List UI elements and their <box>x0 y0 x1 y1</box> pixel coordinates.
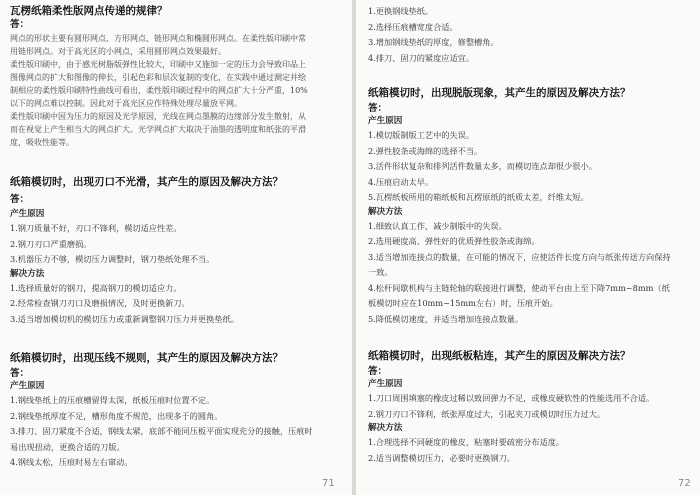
continued-list <box>368 4 692 66</box>
paragraph-line: 网点的形状主要有圆形网点、方形网点、链形网点和椭圆形网点。在柔性版印刷中常 <box>10 34 306 43</box>
section-title: 纸箱模切时，出现纸板粘连，其产生的原因及解决方法？ <box>368 350 631 362</box>
list-item: 3.排刀、固刀紧度不合适，钢线太紧，底部不能同压板平面实现充分的接触，压痕时 <box>10 426 313 436</box>
page-number: 72 <box>678 478 691 489</box>
answer-label: 答： <box>10 368 30 379</box>
list-item: 4.压痕启动太早。 <box>368 176 434 187</box>
paragraph-line: 而在视觉上产生相当大的网点扩大。光学网点扩大取决于油墨的透明度和纸张的平滑 <box>10 125 306 134</box>
list-item: 2.适当调整模切压力，必要时更换钢刀。 <box>368 452 515 463</box>
list-item: 2.经常检查钢刀刃口及磨损情况，及时更换新刀。 <box>10 298 190 308</box>
list-item: 4.排刀、固刀的紧度应适宜。 <box>368 52 475 63</box>
section-title: 纸箱模切时，出现脱版现象，其产生的原因及解决方法？ <box>368 87 631 99</box>
answer-label: 答： <box>368 366 388 377</box>
paragraph-line: 以下的网点难以控制。因此对于高光区应作特殊处理尽量放平网。 <box>10 99 242 108</box>
list-item: 1.选择质量好的钢刀，提高钢刀的模切适应力。 <box>10 282 182 293</box>
section <box>10 351 340 471</box>
section <box>368 86 692 327</box>
paragraph-line: 图像网点的扩大和图像的伸长，引起色彩和层次复制的变化，在实践中通过测定并绘 <box>10 73 306 82</box>
list-item: 1.更换钢线垫纸。 <box>368 6 434 16</box>
section-title: 纸箱模切时，出现刃口不光滑，其产生的原因及解决方法？ <box>10 176 283 188</box>
list-item: 3.适当增加模切机的模切压力或重新调整钢刀压力并更换垫纸。 <box>10 313 239 324</box>
section-title: 纸箱模切时，出现压线不规则，其产生的原因及解决方法？ <box>10 352 283 364</box>
solution-label: 解决方法 <box>10 268 45 279</box>
section <box>10 175 340 327</box>
cause-label: 产生原因 <box>10 209 45 219</box>
list-item: 3.机器压力不够，模切压力调整时，钢刀垫纸处理不当。 <box>10 254 215 264</box>
answer-label: 答： <box>10 19 30 30</box>
section <box>368 349 692 466</box>
list-item: 1.钢线垫纸上的压痕槽留得太深，纸板压痕时位置不定。 <box>10 395 215 405</box>
list-item: 3.增加钢线垫纸的厚度，修整槽角。 <box>368 37 499 47</box>
right-page <box>356 0 700 495</box>
cause-label: 产生原因 <box>10 381 45 391</box>
section-body <box>10 32 340 149</box>
list-item: 5.降低模切速度，并适当增加连接点数量。 <box>368 313 524 324</box>
list-item: 2.钢线垫纸厚度不足，槽形角度不规范，出现多于的圆角。 <box>10 410 223 421</box>
list-item: 1.合理选择不同硬度的橡皮，粘塞时要疏密分布适度。 <box>368 437 565 447</box>
paragraph-line: 度，吸收性能等。 <box>10 138 74 147</box>
list-item: 1.模切版制版工艺中的失误。 <box>368 130 475 140</box>
list-item: 1.钢刀质量不好，刃口不锋利，模切适应性差。 <box>10 223 182 233</box>
paragraph-line: 柔性版印刷中，由于感光树脂版弹性比较大，印刷中又施加一定的压力会导致印品上 <box>10 60 306 69</box>
list-item: 4.松杆间歇机构与主链轮轴的联接进行调整，使动平台由上至下降7mm~8mm（纸 <box>368 282 670 293</box>
cause-label: 产生原因 <box>368 379 403 389</box>
page-number: 71 <box>322 478 335 489</box>
paragraph-line: 用链形网点。对于高光区的小网点，采用圆形网点效果最好。 <box>10 47 226 56</box>
list-item: 2.选择压痕槽宽度合适。 <box>368 21 458 32</box>
paragraph-line: 柔性版印刷中因为压力的原因及光学原因，光线在网点墨膜的边缘部分发生散射，从 <box>10 112 306 121</box>
list-item: 2.弹性胶条或海绵的选择不当。 <box>368 145 483 156</box>
section-title: 瓦楞纸箱柔性版网点传递的规律？ <box>10 5 168 17</box>
list-item: 板模切时应在10mm~15mm左右）时，压痕开始。 <box>368 298 558 308</box>
list-item: 易出现扭动，更换合适的刀版。 <box>10 441 125 452</box>
cause-label: 产生原因 <box>368 116 403 126</box>
list-item: 2.钢刀刃口不锋利，纸张厚度过大，引起夹刀或模切时压力过大。 <box>368 408 606 419</box>
list-item: 3.活件形状复杂和排列活件数量太多，而模切连点却很少很小。 <box>368 161 597 171</box>
solution-label: 解决方法 <box>368 206 403 217</box>
list-item: 4.钢线太松，压痕时易左右窜动。 <box>10 457 133 467</box>
list-item: 1.细致认真工作，减少制版中的失误。 <box>368 220 507 231</box>
list-item: 1.刀口周围填塞的橡皮过稀以致回弹力不足，或橡皮硬软性的性能选用不合适。 <box>368 393 655 403</box>
list-item: 3.适当增加连接点的数量，在可能的情况下，应使活件长度方向与纸张传送方向保持 <box>368 251 671 262</box>
paragraph-line: 制相应的柔性版印刷特性曲线可看出，柔性版印刷过程中的网点扩大十分严重，10% <box>10 86 308 95</box>
answer-label: 答： <box>10 194 30 205</box>
list-item: 一致。 <box>368 267 393 277</box>
solution-label: 解决方法 <box>368 423 403 433</box>
list-item: 2.钢刀刃口严重磨损。 <box>10 238 92 249</box>
list-item: 2.选用硬度高、弹性好的优质弹性胶条或海绵。 <box>368 236 540 246</box>
answer-label: 答： <box>368 103 388 114</box>
list-item: 5.瓦楞纸板所用的箱纸板和瓦楞原纸的纸质太差，纤维太短。 <box>368 192 589 202</box>
